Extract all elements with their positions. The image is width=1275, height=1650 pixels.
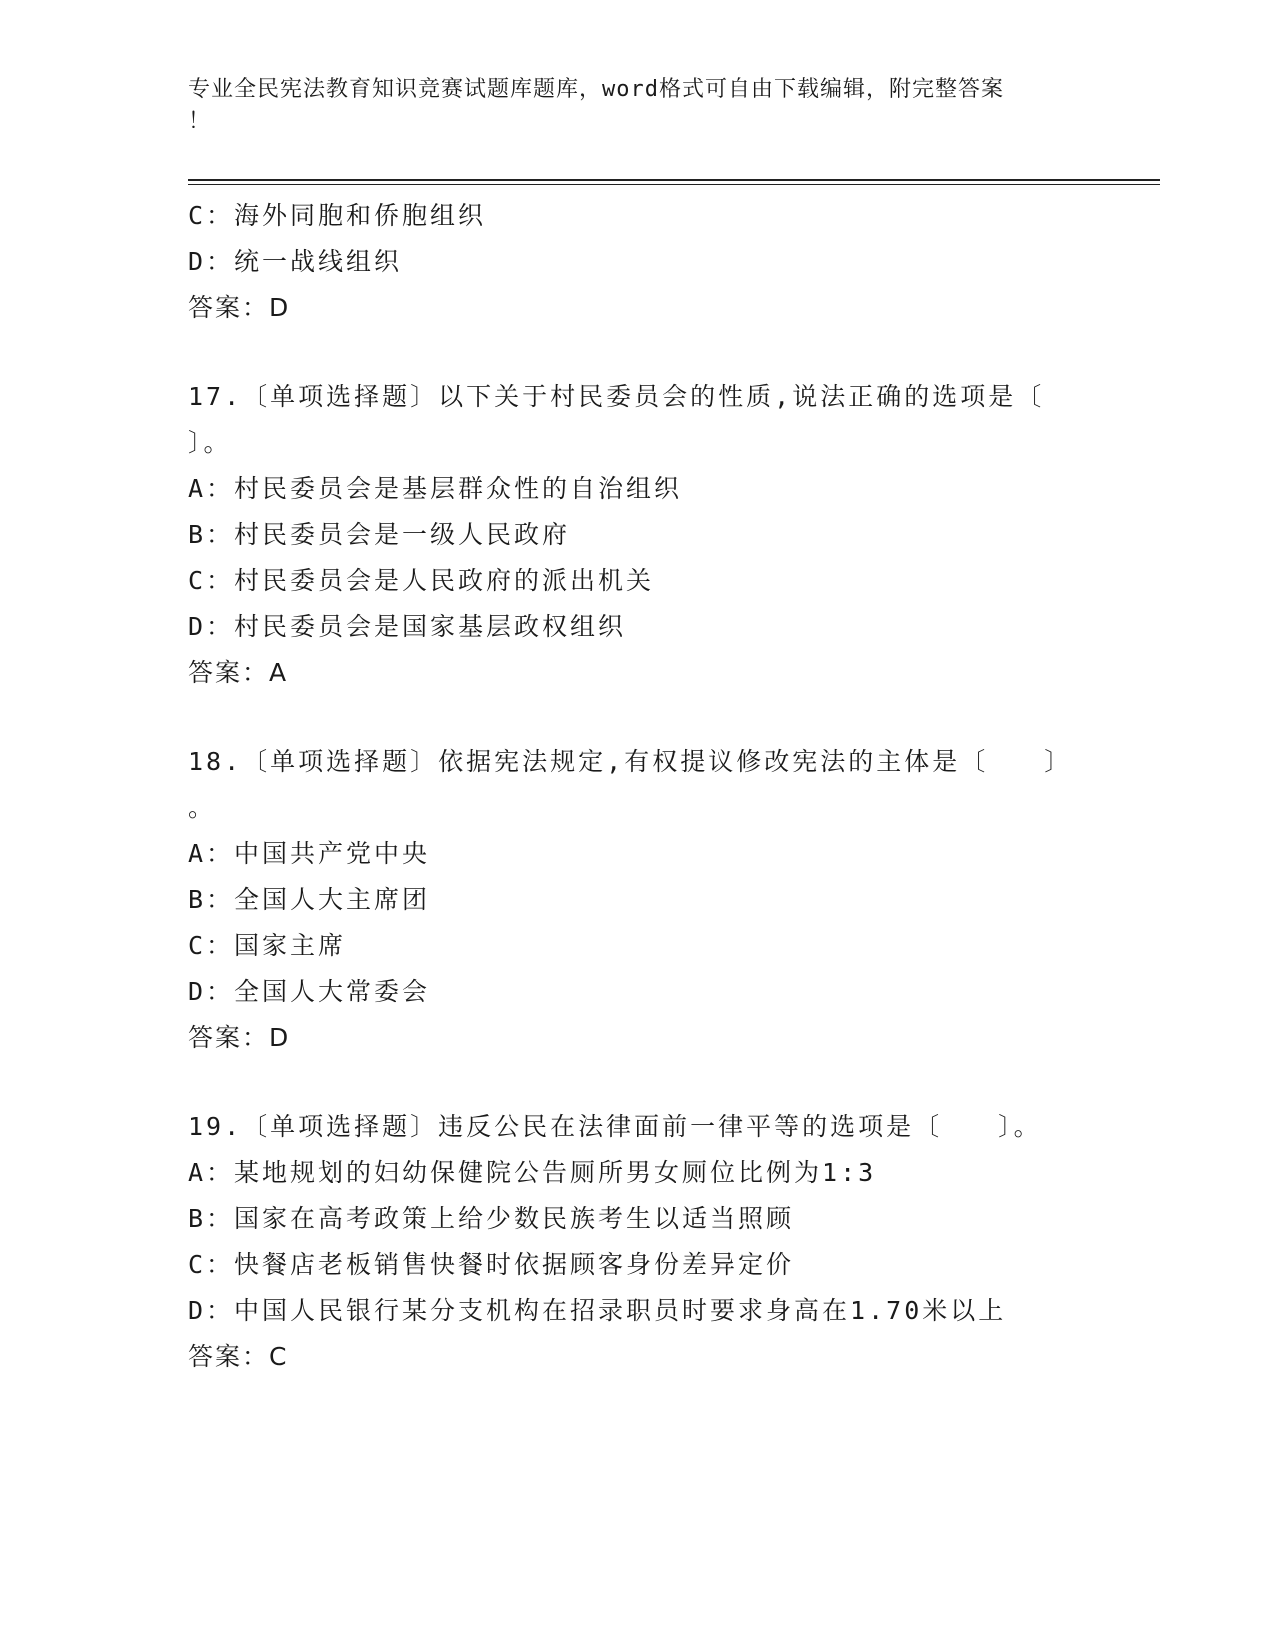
option-b: B：国家在高考政策上给少数民族考生以适当照顾 (188, 1204, 795, 1233)
option-a: A：中国共产党中央 (188, 839, 431, 868)
option-d: D：村民委员会是国家基层政权组织 (188, 612, 627, 641)
answer-line: 答案：D (188, 293, 291, 322)
option-d: D：统一战线组织 (188, 247, 403, 276)
answer-line: 答案：C (188, 1342, 289, 1371)
option-b: B：村民委员会是一级人民政府 (188, 520, 571, 549)
header-line-1: 专业全民宪法教育知识竞赛试题库题库，word格式可自由下载编辑，附完整答案 (188, 77, 1004, 102)
question-18 (188, 739, 1088, 1061)
option-c: C：海外同胞和侨胞组织 (188, 201, 487, 230)
option-d: D：全国人大常委会 (188, 977, 431, 1006)
header-divider-thin (188, 184, 1160, 185)
question-19 (188, 1104, 1088, 1380)
question-list (188, 193, 1088, 1380)
question-text-continued: 〕。 (188, 428, 232, 457)
option-d: D：中国人民银行某分支机构在招录职员时要求身高在1.70米以上 (188, 1296, 1007, 1325)
question-text: 19.〔单项选择题〕违反公民在法律面前一律平等的选项是〔 〕。 (188, 1112, 1042, 1141)
question-text: 18.〔单项选择题〕依据宪法规定,有权提议修改宪法的主体是〔 〕 (188, 747, 1073, 776)
header-divider-thick (188, 179, 1160, 181)
option-c: C：快餐店老板销售快餐时依据顾客身份差异定价 (188, 1250, 795, 1279)
option-a: A：某地规划的妇幼保健院公告厕所男女厕位比例为1:3 (188, 1158, 877, 1187)
option-c: C：村民委员会是人民政府的派出机关 (188, 566, 655, 595)
question-16-tail (188, 193, 1088, 331)
question-17 (188, 374, 1088, 696)
option-c: C：国家主席 (188, 931, 347, 960)
option-b: B：全国人大主席团 (188, 885, 431, 914)
document-header (188, 74, 1068, 138)
question-text: 17.〔单项选择题〕以下关于村民委员会的性质,说法正确的选项是〔 (188, 382, 1045, 411)
answer-line: 答案：A (188, 658, 289, 687)
header-line-2: ！ (188, 109, 212, 134)
question-text-continued: 。 (188, 793, 217, 822)
answer-line: 答案：D (188, 1023, 291, 1052)
option-a: A：村民委员会是基层群众性的自治组织 (188, 474, 683, 503)
